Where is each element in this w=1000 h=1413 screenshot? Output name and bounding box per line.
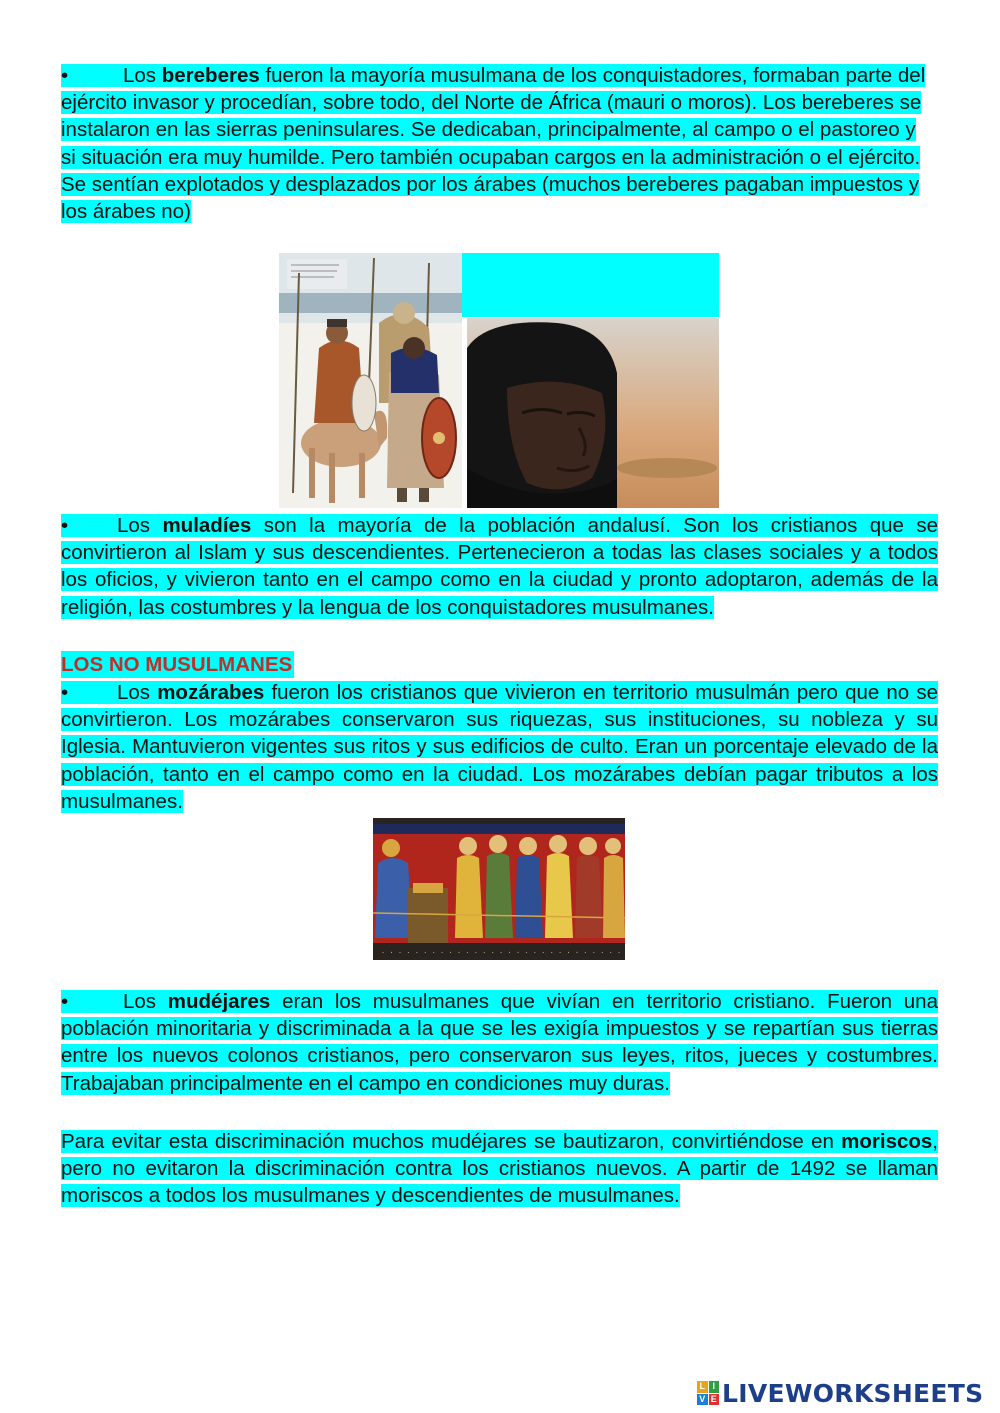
paragraph-mozarabes: [61, 679, 938, 815]
mozarabes-text: fueron los cristianos que vivieron en territorio musulmán pero que no se convirtieron. Los mozárabes conservaron sus riquezas, sus instituciones, su nobleza y su Iglesia. Mantuvieron vigentes sus ritos y sus edificios de culto. Eran un porcentaje elevado de la población, tanto en el campo como en la ciudad. Los mozárabes debían pagar tributos a los musulmanes.: [61, 681, 939, 813]
term-muladies: muladíes: [162, 514, 252, 537]
bereberes-intro: Los: [123, 64, 162, 87]
bullet: •: [61, 681, 69, 704]
term-moriscos: moriscos: [841, 1130, 933, 1153]
liveworksheets-logo[interactable]: [697, 1378, 983, 1408]
moriscos-text: , pero no evitaron la discriminación contra los cristianos nuevos. A partir de 1492 se llaman moriscos a todos los musulmanes y descendientes de musulmanes.: [61, 1130, 938, 1208]
tuareg-portrait-highlight: [462, 253, 719, 317]
svg-text:· · · · · · · · · · · · · · ·: · · · · · · · · · · · · · · · · · · · · · · · · · · · · ·: [381, 949, 622, 957]
term-mozarabes: mozárabes: [157, 681, 265, 704]
section-heading-no-musulmanes: LOS NO MUSULMANES: [61, 653, 293, 676]
berber-warriors-illustration: [279, 253, 462, 508]
tuareg-portrait: [467, 318, 719, 508]
liveworksheets-logo-text: LIVEWORKSHEETS: [722, 1378, 984, 1408]
bereberes-text: fueron la mayoría musulmana de los conquistadores, formaban parte del ejército invasor y procedían, sobre todo, del Norte de África (mauri o moros). Los bereberes se instalaron en las sierras peninsulares. Se dedicaban, principalmente, al campo o el pastoreo y si situación era muy humilde. Pero también ocupaban cargos en la administración o el ejército. Se sentían explotados y desplazados por los árabes (muchos bereberes pagaban impuestos y los árabes no): [61, 64, 926, 224]
mozarabes-intro: Los: [117, 681, 158, 704]
moriscos-intro: Para evitar esta discriminación muchos mudéjares se bautizaron, convirtiéndose en: [61, 1130, 842, 1153]
bullet: •: [61, 990, 69, 1013]
mozarabic-manuscript-image: [373, 818, 625, 960]
paragraph-bereberes: [61, 62, 931, 225]
muladies-intro: Los: [117, 514, 163, 537]
mudejares-intro: Los: [123, 990, 168, 1013]
term-mudejares: mudéjares: [167, 990, 271, 1013]
term-bereberes: bereberes: [161, 64, 260, 87]
paragraph-mudejares: [61, 988, 938, 1097]
paragraph-muladies: [61, 512, 938, 621]
muladies-text: son la mayoría de la población andalusí. Son los cristianos que se convirtieron al Islam y sus descendientes. Pertenecieron a todas las clases sociales y a todos los oficios, y vivieron tanto en el campo como en la ciudad y pronto adoptaron, además de la religión, las costumbres y la lengua de los conquistadores musulmanes.: [61, 514, 938, 619]
bullet: •: [61, 64, 69, 87]
mudejares-text: eran los musulmanes que vivían en territorio cristiano. Fueron una población minoritaria y discriminada a la que se les exigía impuestos y se repartían sus tierras entre los nuevos colonos cristianos, pero conservaron sus leyes, ritos, jueces y costumbres. Trabajaban principalmente en el campo en condiciones muy duras.: [61, 990, 938, 1095]
paragraph-moriscos: [61, 1128, 938, 1210]
liveworksheets-logo-icon: L I V E: [697, 1381, 719, 1405]
bullet: •: [61, 514, 69, 537]
